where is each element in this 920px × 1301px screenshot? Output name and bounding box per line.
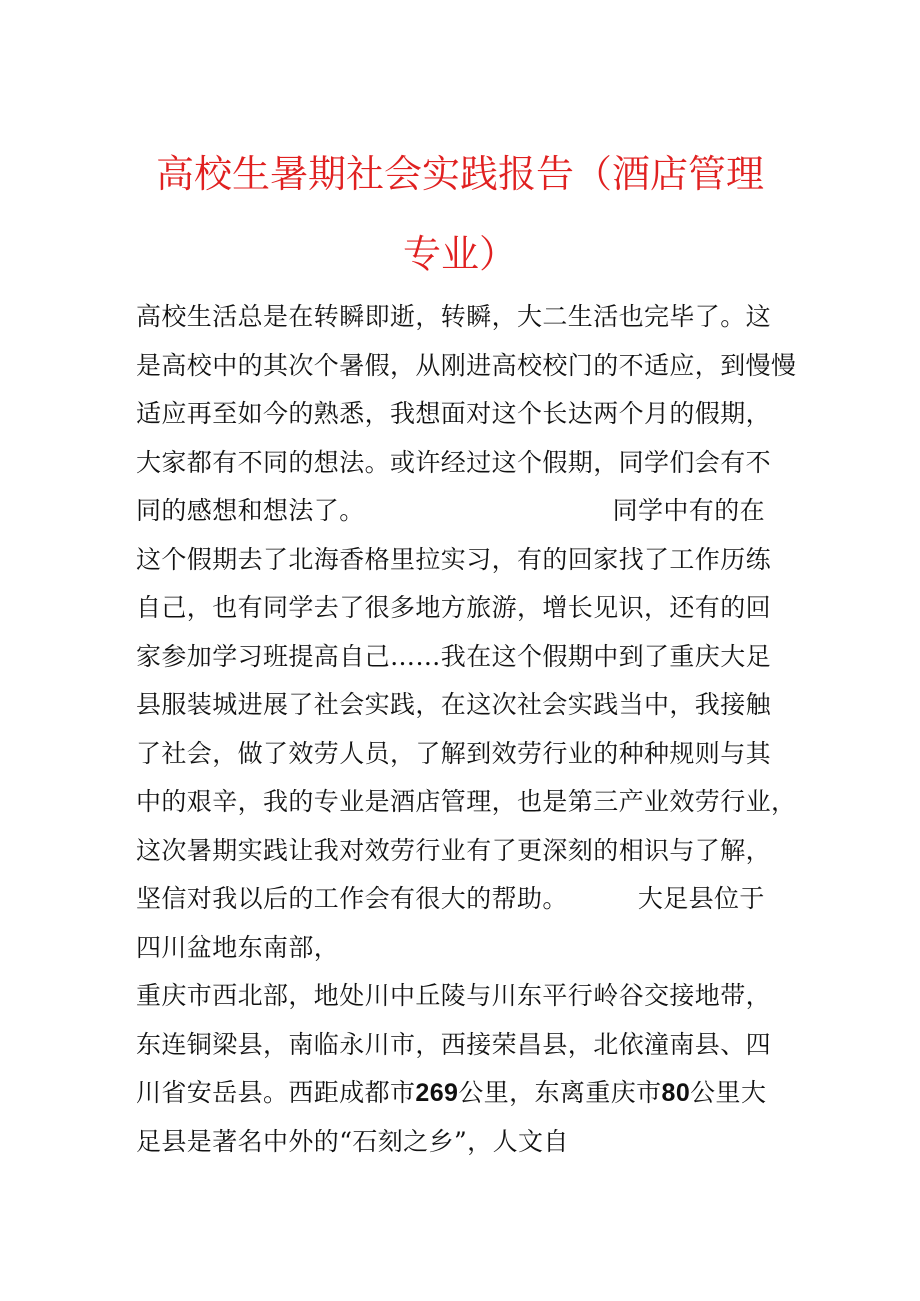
body-line: 高校生活总是在转瞬即逝，转瞬，大二生活也完毕了。这: [136, 302, 772, 331]
body-line: 是高校中的其次个暑假，从刚进高校校门的不适应，到慢慢: [136, 350, 797, 380]
document-title-line-1: 高校生暑期社会实践报告（酒店管理: [155, 152, 764, 196]
distance-number: 80: [661, 1079, 691, 1107]
body-line: [136, 1069, 806, 1118]
body-fragment: 川省安岳县。西距成都市: [136, 1078, 416, 1107]
body-line: 大家都有不同的想法。或许经过这个假期，同学们会有不: [136, 447, 772, 477]
document-body: [136, 293, 806, 1166]
body-line: [136, 875, 806, 924]
body-line: [136, 487, 806, 536]
body-line: 这个假期去了北海香格里拉实习，有的回家找了工作历练: [136, 544, 772, 574]
document-title-line-2: 专业）: [402, 232, 517, 276]
body-line: 重庆市西北部，地处川中丘陵与川东平行岭谷交接地带，: [136, 981, 772, 1010]
body-line: 中的艰辛，我的专业是酒店管理，也是第三产业效劳行业，: [136, 787, 797, 816]
body-fragment: 坚信对我以后的工作会有很大的帮助。: [136, 884, 568, 913]
body-line: 了社会，做了效劳人员，了解到效劳行业的种种规则与其: [136, 738, 772, 768]
body-line: 家参加学习班提高自己……我在这个假期中到了重庆大足: [136, 641, 772, 671]
body-fragment: 同学中有的在: [612, 496, 766, 525]
body-line: 足县是著名中外的“石刻之乡”，人文自: [136, 1126, 569, 1156]
body-fragment: 公里大: [690, 1078, 767, 1107]
body-line: 四川盆地东南部，: [136, 932, 340, 962]
body-fragment: 大足县位于: [637, 884, 765, 913]
body-line: 这次暑期实践让我对效劳行业有了更深刻的相识与了解，: [136, 835, 772, 865]
body-line: 县服装城进展了社会实践，在这次社会实践当中，我接触: [136, 690, 772, 719]
distance-number: 269: [415, 1079, 459, 1107]
body-line: 适应再至如今的熟悉，我想面对这个长达两个月的假期，: [136, 399, 772, 428]
body-line: 自己，也有同学去了很多地方旅游，增长见识，还有的回: [136, 593, 772, 622]
body-line: 东连铜梁县，南临永川市，西接荣昌县，北依潼南县、四: [136, 1029, 772, 1059]
body-fragment: 同的感想和想法了。: [136, 496, 365, 525]
body-fragment: 公里，东离重庆市: [458, 1078, 662, 1107]
